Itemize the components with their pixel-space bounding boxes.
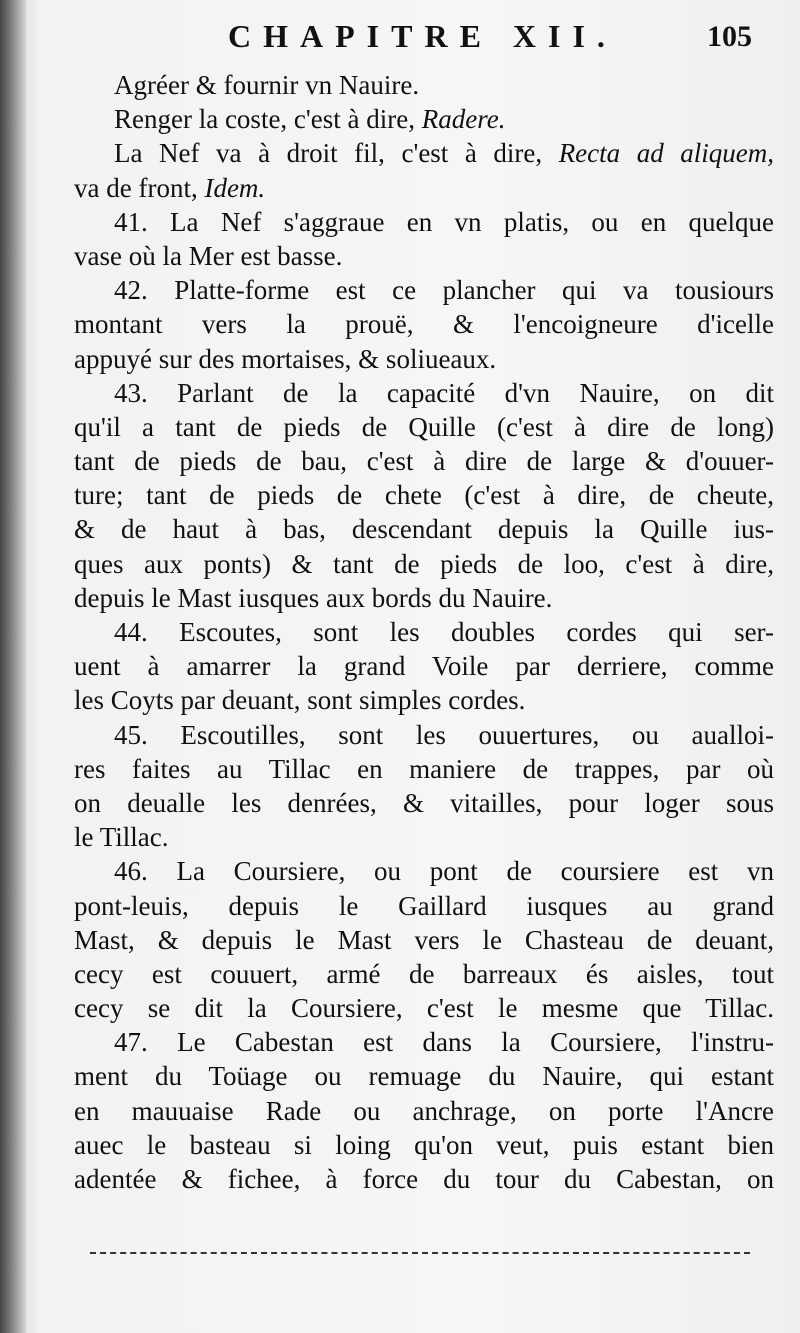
- text-line-main: ture; tant de pieds de chete (c'est à dire, de cheute,: [74, 480, 774, 511]
- text-line: [74, 820, 774, 854]
- text-line-main: les Coyts par deuant, sont simples cordes.: [74, 685, 526, 716]
- chapter-title: CHAPITRE XII.: [228, 18, 617, 54]
- text-line-main: pont-leuis, depuis le Gaillard iusques au grand: [74, 890, 774, 921]
- text-line-main: adentée & fichee, à force du tour du Cabestan, on: [74, 1164, 774, 1194]
- text-line: [74, 752, 774, 786]
- body-text: [74, 68, 774, 1196]
- footer-rule: [90, 1252, 750, 1254]
- text-line-main: en mauuaise Rade ou anchrage, on porte l'Ancre: [74, 1095, 774, 1126]
- text-line-main: qu'il a tant de pieds de Quille (c'est à dire de long): [74, 411, 774, 442]
- text-line-main: auec le basteau si loing qu'on veut, puis estant bien: [74, 1129, 774, 1160]
- text-line: [74, 649, 774, 683]
- text-line-main: depuis le Mast iusques aux bords du Nauire.: [74, 582, 553, 613]
- text-line: [74, 136, 774, 170]
- text-line-main: vase où la Mer est basse.: [74, 240, 343, 271]
- text-line-main: La Nef va à droit fil, c'est à dire,: [114, 138, 559, 169]
- text-line: [74, 615, 774, 649]
- text-line: [74, 478, 774, 512]
- text-line: [74, 1025, 774, 1059]
- text-line-italic: Recta ad aliquem,: [558, 138, 774, 169]
- text-line: [74, 239, 774, 273]
- text-line: [74, 683, 774, 717]
- text-line-main: ment du Toüage ou remuage du Nauire, qui estant: [74, 1061, 774, 1092]
- text-line-main: Agréer & fournir vn Nauire.: [114, 70, 420, 100]
- text-line-main: uent à amarrer la grand Voile par derriere, comme: [74, 651, 774, 682]
- text-line-main: va de front,: [74, 172, 205, 203]
- text-line-main: 45. Escoutilles, sont les ouuertures, ou aualloi-: [114, 719, 774, 750]
- text-line-main: 46. La Coursiere, ou pont de coursiere est vn: [114, 856, 774, 887]
- text-line: [74, 1128, 774, 1162]
- text-line-italic: Idem.: [204, 172, 266, 203]
- running-head: [228, 18, 788, 68]
- text-line: [74, 512, 774, 546]
- text-line-main: Renger la coste, c'est à dire,: [114, 104, 422, 135]
- text-line-main: 41. La Nef s'aggraue en vn platis, ou en quelque: [114, 206, 774, 237]
- text-line: [74, 786, 774, 820]
- text-line-italic: Radere.: [421, 104, 506, 135]
- text-line: [74, 342, 774, 376]
- text-line-main: & de haut à bas, descendant depuis la Quille ius-: [74, 514, 774, 545]
- text-line-main: 43. Parlant de la capacité d'vn Nauire, on dit: [114, 377, 774, 408]
- page-number: 105: [707, 20, 752, 53]
- text-line-main: ques aux ponts) & tant de pieds de loo, c'est à dire,: [74, 548, 774, 579]
- text-line: [74, 444, 774, 478]
- text-line: [74, 376, 774, 410]
- text-line: [74, 307, 774, 341]
- text-line: [74, 889, 774, 923]
- text-line: [74, 547, 774, 581]
- text-line: [74, 1162, 774, 1196]
- text-line: [74, 273, 774, 307]
- book-spine-shadow: [0, 0, 26, 1333]
- text-line-main: 47. Le Cabestan est dans la Coursiere, l'instru-: [114, 1027, 774, 1058]
- text-line: [74, 854, 774, 888]
- text-line: [74, 171, 774, 205]
- text-line: [74, 205, 774, 239]
- text-line: [74, 991, 774, 1025]
- text-line-main: 42. Platte-forme est ce plancher qui va tousiours: [114, 275, 774, 306]
- text-line: [74, 957, 774, 991]
- text-line: [74, 923, 774, 957]
- text-line-main: on deualle les denrées, & vitailles, pour loger sous: [74, 787, 774, 818]
- text-line-main: Mast, & depuis le Mast vers le Chasteau de deuant,: [74, 924, 774, 955]
- text-line: [74, 581, 774, 615]
- text-line-main: tant de pieds de bau, c'est à dire de large & d'ouuer-: [74, 446, 774, 477]
- text-line: [74, 718, 774, 752]
- text-line: [74, 102, 774, 136]
- text-line-main: 44. Escoutes, sont les doubles cordes qui ser-: [114, 617, 774, 647]
- text-line-main: appuyé sur des mortaises, & soliueaux.: [74, 343, 497, 374]
- text-line: [74, 410, 774, 444]
- text-line-main: montant vers la prouë, & l'encoigneure d'icelle: [74, 309, 774, 340]
- text-line: [74, 1059, 774, 1093]
- text-line-main: cecy se dit la Coursiere, c'est le mesme que Tillac.: [74, 993, 774, 1024]
- text-line-main: res faites au Tillac en maniere de trappes, par où: [74, 753, 774, 784]
- text-line-main: le Tillac.: [74, 822, 169, 853]
- text-line: [74, 68, 774, 102]
- text-line-main: cecy est couuert, armé de barreaux és aisles, tout: [74, 958, 774, 989]
- text-line: [74, 1094, 774, 1128]
